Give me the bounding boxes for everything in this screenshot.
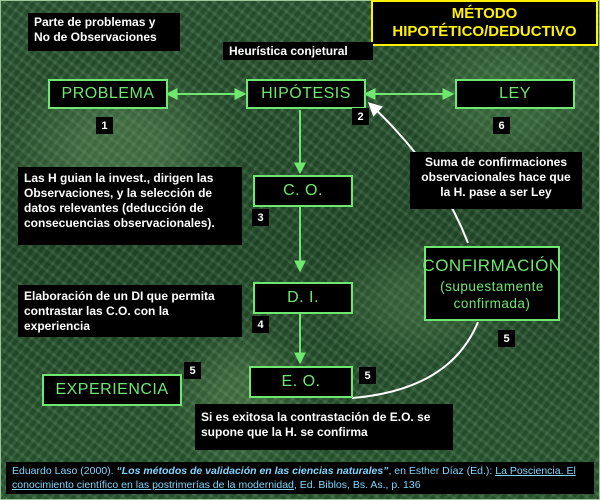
number-badge-3: 3	[252, 209, 269, 226]
node-eo-label: E. O.	[281, 373, 321, 390]
number-badge-2: 2	[352, 108, 369, 125]
number-badge-1: 1	[96, 117, 113, 134]
number-badge-5-experiencia: 5	[184, 362, 201, 379]
title-line-2: HIPOTÉTICO/DEDUCTIVO	[392, 23, 577, 40]
number-badge-4: 4	[252, 316, 269, 333]
title-line-1: MÉTODO	[451, 5, 518, 22]
node-eo	[249, 366, 353, 398]
citation-title: “Los métodos de validación en las ciencias naturales”	[116, 465, 389, 477]
citation-book: La Posciencia. El conocimiento científico en las postrimerías de la modernidad	[12, 465, 576, 491]
note-heuristic: Heurística conjetural	[223, 42, 373, 60]
number-badge-6: 6	[493, 117, 510, 134]
note-hypotheses-guide: Las H guian la invest., dirigen las Observaciones, y la selección de datos relevantes (deducción de consecuencias observacionales).	[18, 167, 242, 245]
node-problema-label: PROBLEMA	[61, 85, 155, 102]
title-box	[371, 0, 598, 46]
note-successful-test: Si es exitosa la contrastación de E.O. se supone que la H. se confirma	[195, 404, 453, 450]
node-experiencia	[42, 374, 182, 406]
node-confirmacion	[424, 246, 560, 321]
node-problema	[48, 79, 168, 109]
citation	[6, 462, 594, 494]
citation-middle: , en Esther Díaz (Ed.):	[388, 465, 496, 477]
node-hipotesis	[246, 79, 366, 109]
node-di	[253, 282, 353, 314]
node-ley	[455, 79, 575, 109]
arrow-eo-confirmacion	[352, 322, 478, 398]
node-co-label: C. O.	[283, 182, 323, 199]
citation-tail: , Ed. Biblos, Bs. As., p. 136	[293, 479, 421, 491]
node-ley-label: LEY	[499, 85, 531, 102]
number-badge-5-eo: 5	[359, 367, 376, 384]
note-confirmations-sum: Suma de confirmaciones observacionales hace que la H. pase a ser Ley	[410, 152, 582, 209]
node-di-label: D. I.	[287, 289, 319, 306]
node-confirmacion-label: CONFIRMACIÓN	[422, 256, 562, 275]
node-hipotesis-label: HIPÓTESIS	[261, 85, 351, 102]
node-confirmacion-sublabel: (supuestamente confirmada)	[440, 279, 544, 311]
note-problems: Parte de problemas y No de Observaciones	[28, 13, 180, 51]
citation-author: Eduardo Laso (2000).	[12, 465, 117, 477]
node-co	[253, 175, 353, 207]
node-experiencia-label: EXPERIENCIA	[55, 381, 169, 398]
number-badge-5-confirmacion: 5	[498, 330, 515, 347]
note-di-elaboration: Elaboración de un DI que permita contrastar las C.O. con la experiencia	[18, 285, 242, 337]
